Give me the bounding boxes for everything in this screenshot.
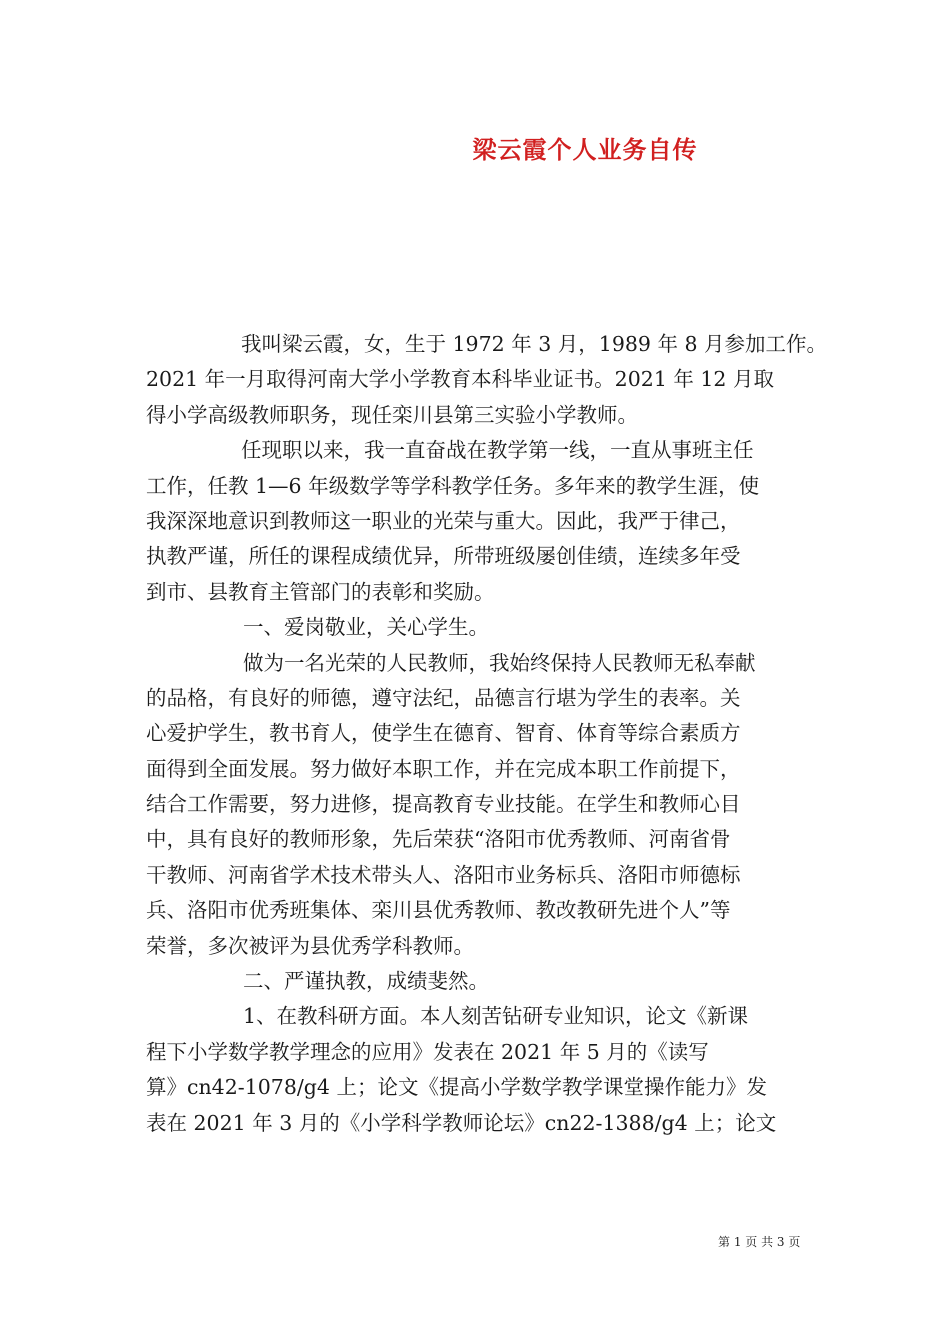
paragraph-line: 程下小学数学教学理念的应用》发表在 2021 年 5 月的《读写 bbox=[146, 1039, 709, 1064]
paragraph-line: 做为一名光荣的人民教师，我始终保持人民教师无私奉献 bbox=[243, 650, 756, 675]
paragraph-line: 到市、县教育主管部门的表彰和奖励。 bbox=[146, 579, 495, 604]
section-heading: 一、爱岗敬业，关心学生。 bbox=[243, 615, 489, 640]
paragraph-line: 我叫梁云霞，女，生于 1972 年 3 月，1989 年 8 月参加工作。 bbox=[241, 332, 828, 356]
paragraph-line: 算》cn42-1078/g4 上；论文《提高小学数学教学课堂操作能力》发 bbox=[146, 1075, 767, 1100]
section-heading: 二、严谨执教，成绩斐然。 bbox=[243, 969, 489, 994]
paragraph-line: 的品格，有良好的师德，遵守法纪，品德言行堪为学生的表率。关 bbox=[146, 685, 741, 710]
paragraph-line: 面得到全面发展。努力做好本职工作，并在完成本职工作前提下， bbox=[146, 756, 741, 781]
paragraph-line: 结合工作需要，努力进修，提高教育专业技能。在学生和教师心目 bbox=[146, 792, 741, 817]
document-title: 梁云霞个人业务自传 bbox=[472, 135, 698, 164]
paragraph-line: 得小学高级教师职务，现任栾川县第三实验小学教师。 bbox=[146, 402, 638, 427]
paragraph-line: 心爱护学生，教书育人，使学生在德育、智育、体育等综合素质方 bbox=[146, 721, 741, 746]
paragraph-line: 2021 年一月取得河南大学小学教育本科毕业证书。2021 年 12 月取 bbox=[146, 367, 774, 392]
paragraph-line: 荣誉，多次被评为县优秀学科教师。 bbox=[146, 933, 474, 958]
paragraph-line: 干教师、河南省学术技术带头人、洛阳市业务标兵、洛阳市师德标 bbox=[146, 862, 741, 887]
paragraph-line: 兵、洛阳市优秀班集体、栾川县优秀教师、教改教研先进个人”等 bbox=[146, 898, 731, 923]
paragraph-line: 执教严谨，所任的课程成绩优异，所带班级屡创佳绩，连续多年受 bbox=[146, 544, 741, 569]
paragraph-line: 表在 2021 年 3 月的《小学科学教师论坛》cn22-1388/g4 上；论文 bbox=[146, 1110, 777, 1135]
paragraph-line: 中，具有良好的教师形象，先后荣获“洛阳市优秀教师、河南省骨 bbox=[146, 827, 731, 852]
paragraph-line: 1、在教科研方面。本人刻苦钻研专业知识，论文《新课 bbox=[243, 1004, 749, 1029]
page-number: 第 1 页 共 3 页 bbox=[718, 1235, 801, 1249]
paragraph-line: 工作，任教 1—6 年级数学等学科教学任务。多年来的教学生涯，使 bbox=[146, 473, 760, 498]
document-body bbox=[146, 327, 828, 1141]
paragraph-line: 任现职以来，我一直奋战在教学第一线，一直从事班主任 bbox=[241, 438, 754, 463]
paragraph-line: 我深深地意识到教师这一职业的光荣与重大。因此，我严于律己， bbox=[146, 508, 741, 533]
